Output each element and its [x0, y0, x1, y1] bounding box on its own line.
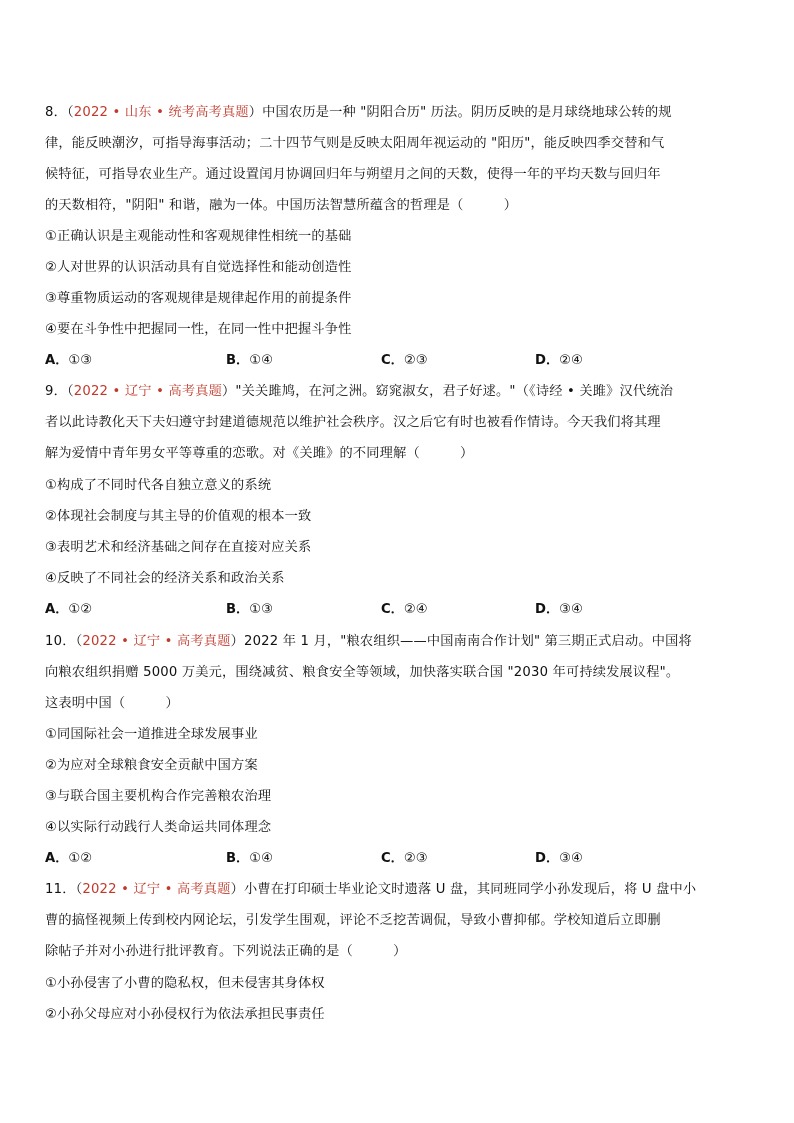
option-d[interactable]: D．③④ [535, 851, 583, 866]
statement: ②为应对全球粮食安全贡献中国方案 [45, 758, 258, 773]
statement: ③表明艺术和经济基础之间存在直接对应关系 [45, 540, 312, 555]
question-10-stem: 这表明中国（ ） [45, 696, 179, 711]
question-8-stem: 的天数相符，"阴阳" 和谐，融为一体。中国历法智慧所蕴含的哲理是（ ） [45, 198, 518, 213]
statement: ①正确认识是主观能动性和客观规律性相统一的基础 [45, 229, 352, 244]
option-b[interactable]: B．①④ [226, 353, 273, 368]
question-11-stem: 除帖子并对小孙进行批评教育。下列说法正确的是（ ） [45, 944, 407, 959]
question-9-stem: 解为爱情中青年男女平等尊重的恋歌。对《关雎》的不同理解（ ） [45, 446, 474, 461]
question-10-line-1: 10．（2022 • 辽宁 • 高考真题）2022 年 1 月，"粮农组织——中国南南合作计划" 第三期正式启动。中国将 [45, 634, 692, 649]
statement: ④以实际行动践行人类命运共同体理念 [45, 820, 272, 835]
statement: ③与联合国主要机构合作完善粮农治理 [45, 789, 272, 804]
option-d[interactable]: D．③④ [535, 602, 583, 617]
question-11-line-1: 11．（2022 • 辽宁 • 高考真题）小曹在打印硕士毕业论文时遗落 U 盘，其同班同学小孙发现后，将 U 盘中小 [45, 882, 697, 897]
question-8-stem: 候特征，可指导农业生产。通过设置闰月协调回归年与朔望月之间的天数，使得一年的平均天数与回归年 [45, 167, 661, 182]
option-b[interactable]: B．①④ [226, 851, 273, 866]
question-source: 2022 • 山东 • 统考高考真题 [73, 105, 249, 120]
option-d[interactable]: D．②④ [535, 353, 583, 368]
option-a[interactable]: A．①② [45, 602, 93, 617]
statement: ④要在斗争性中把握同一性，在同一性中把握斗争性 [45, 322, 352, 337]
question-8-line-1: 8．（2022 • 山东 • 统考高考真题）中国农历是一种 "阴阳合历" 历法。阴历反映的是月球绕地球公转的规 [45, 105, 672, 120]
statement: ①同国际社会一道推进全球发展事业 [45, 727, 258, 742]
question-source: 2022 • 辽宁 • 高考真题 [82, 634, 231, 649]
statement: ②体现社会制度与其主导的价值观的根本一致 [45, 509, 312, 524]
option-c[interactable]: C．②③ [381, 851, 428, 866]
question-8-stem: 律，能反映潮汐，可指导海事活动；二十四节气则是反映太阳周年视运动的 "阳历"，能反映四季交替和气 [45, 136, 665, 151]
option-b[interactable]: B．①③ [226, 602, 273, 617]
statement: ④反映了不同社会的经济关系和政治关系 [45, 571, 285, 586]
statement: ①小孙侵害了小曹的隐私权，但未侵害其身体权 [45, 976, 325, 991]
question-10-stem: 向粮农组织捐赠 5000 万美元，围绕减贫、粮食安全等领域，加快落实联合国 "2030 年可持续发展议程"。 [45, 665, 680, 680]
statement: ②小孙父母应对小孙侵权行为依法承担民事责任 [45, 1007, 325, 1022]
statement: ②人对世界的认识活动具有自觉选择性和能动创造性 [45, 260, 352, 275]
question-9-line-1: 9．（2022 • 辽宁 • 高考真题）"关关雎鸠，在河之洲。窈窕淑女，君子好逑。"（《诗经 • 关雎》汉代统治 [45, 384, 674, 399]
option-a[interactable]: A．①② [45, 851, 93, 866]
option-a[interactable]: A．①③ [45, 353, 93, 368]
question-11-stem: 曹的搞怪视频上传到校内网论坛，引发学生围观，评论不乏挖苦调侃，导致小曹抑郁。学校知道后立即删 [45, 913, 661, 928]
option-c[interactable]: C．②④ [381, 602, 428, 617]
question-source: 2022 • 辽宁 • 高考真题 [73, 384, 222, 399]
option-c[interactable]: C．②③ [381, 353, 428, 368]
statement: ③尊重物质运动的客观规律是规律起作用的前提条件 [45, 291, 352, 306]
question-9-stem: 者以此诗教化天下夫妇遵守封建道德规范以维护社会秩序。汉之后它有时也被看作情诗。今天我们将其理 [45, 415, 661, 430]
question-source: 2022 • 辽宁 • 高考真题 [82, 882, 231, 897]
statement: ①构成了不同时代各自独立意义的系统 [45, 478, 272, 493]
